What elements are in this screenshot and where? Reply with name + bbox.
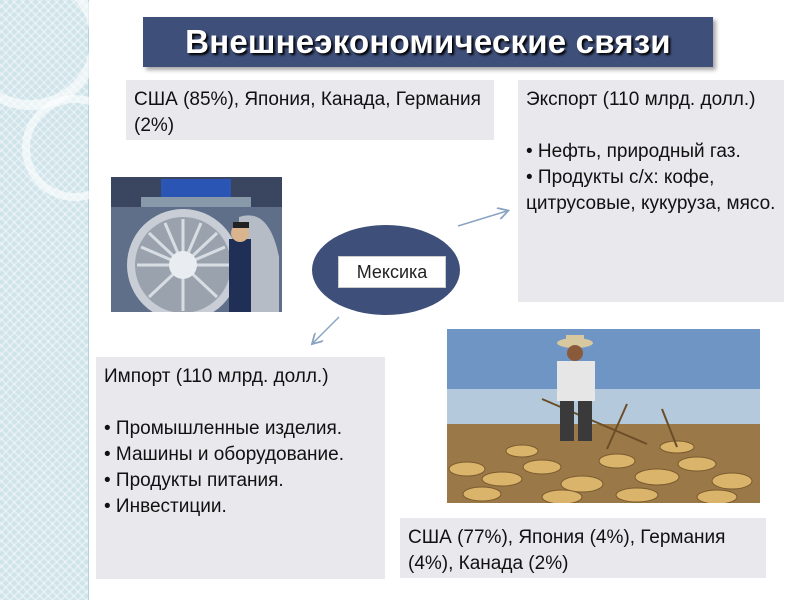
import-item: • Машины и оборудование. [104, 444, 345, 465]
export-heading: Экспорт (110 млрд. долл.) [526, 89, 756, 110]
slide-title: Внешнеэкономические связи [185, 23, 671, 60]
arrow-to-export [458, 211, 507, 226]
import-item: • Промышленные изделия. [104, 418, 343, 439]
import-heading: Импорт (110 млрд. долл.) [104, 366, 329, 387]
export-item: • Нефть, природный газ. [526, 141, 741, 162]
arrow-to-import [313, 317, 339, 343]
corn-field-photo [447, 329, 760, 503]
export-item: • Продукты с/х: кофе, цитрусовые, кукуруза, мясо. [526, 167, 776, 214]
import-partners-text: США (77%), Япония (4%), Германия (4%), Канада (2%) [408, 527, 726, 574]
import-item: • Инвестиции. [104, 496, 227, 517]
import-item: • Продукты питания. [104, 470, 284, 491]
country-label: Мексика [338, 256, 446, 288]
import-box [96, 357, 385, 579]
import-partners-box [400, 518, 766, 578]
export-partners-text: США (85%), Япония, Канада, Германия (2%) [134, 89, 481, 136]
